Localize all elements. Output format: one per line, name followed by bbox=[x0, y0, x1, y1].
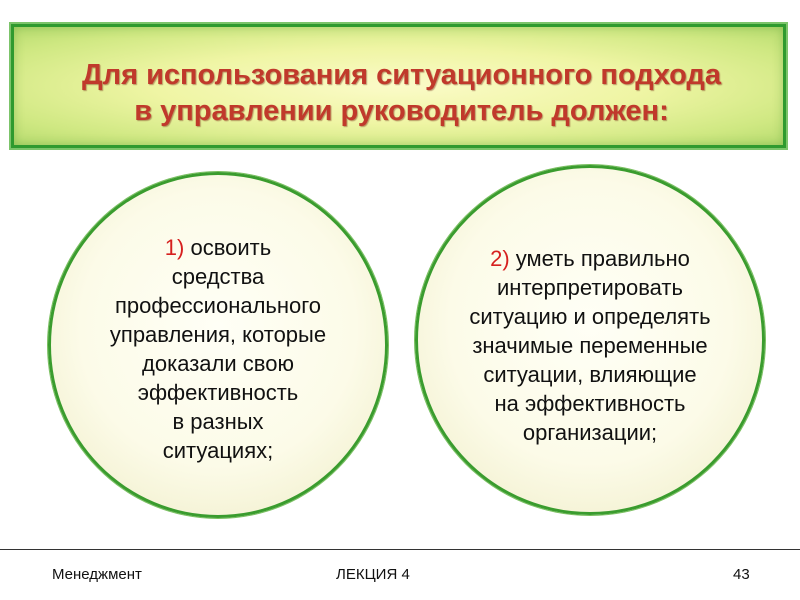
title-banner bbox=[11, 24, 786, 148]
slide-title-line-1: Для использования ситуационного подхода bbox=[82, 59, 721, 91]
slide-title-line-2: в управлении руководитель должен: bbox=[134, 95, 669, 127]
requirement-2-line: ситуации, влияющие bbox=[483, 362, 697, 387]
requirement-1-line: профессионального bbox=[114, 293, 322, 318]
requirement-2-first-line bbox=[418, 244, 762, 273]
requirement-1-line: доказали свою bbox=[142, 351, 294, 376]
footer-course: Менеджмент bbox=[52, 566, 142, 583]
footer-divider bbox=[0, 549, 800, 550]
requirement-1-first-line bbox=[51, 233, 385, 262]
requirement-2-number: 2) bbox=[490, 246, 510, 271]
requirement-1-line: управления, которые bbox=[109, 322, 327, 347]
requirement-1-line: в разных bbox=[172, 409, 264, 434]
footer-page-number: 43 bbox=[733, 566, 750, 583]
requirement-circle-1 bbox=[48, 172, 388, 518]
footer-lecture: ЛЕКЦИЯ 4 bbox=[336, 566, 410, 583]
requirement-1-line: эффективность bbox=[137, 380, 299, 405]
requirement-1-line: ситуациях; bbox=[162, 438, 274, 463]
requirement-2-line: уметь правильно bbox=[515, 246, 690, 271]
requirement-2-line: интерпретировать bbox=[497, 275, 683, 300]
requirement-1-line: освоить bbox=[190, 235, 272, 260]
requirement-2-line: ситуацию и определять bbox=[469, 304, 711, 329]
requirement-text-2 bbox=[418, 244, 762, 447]
slide-title bbox=[14, 57, 789, 129]
requirement-text-1 bbox=[51, 233, 385, 465]
requirement-1-line: средства bbox=[171, 264, 265, 289]
requirement-circle-2 bbox=[415, 165, 765, 515]
requirement-2-line: организации; bbox=[522, 420, 658, 445]
requirement-2-line: на эффективность bbox=[494, 391, 686, 416]
requirement-2-line: значимые переменные bbox=[472, 333, 708, 358]
requirement-1-number: 1) bbox=[164, 235, 185, 260]
